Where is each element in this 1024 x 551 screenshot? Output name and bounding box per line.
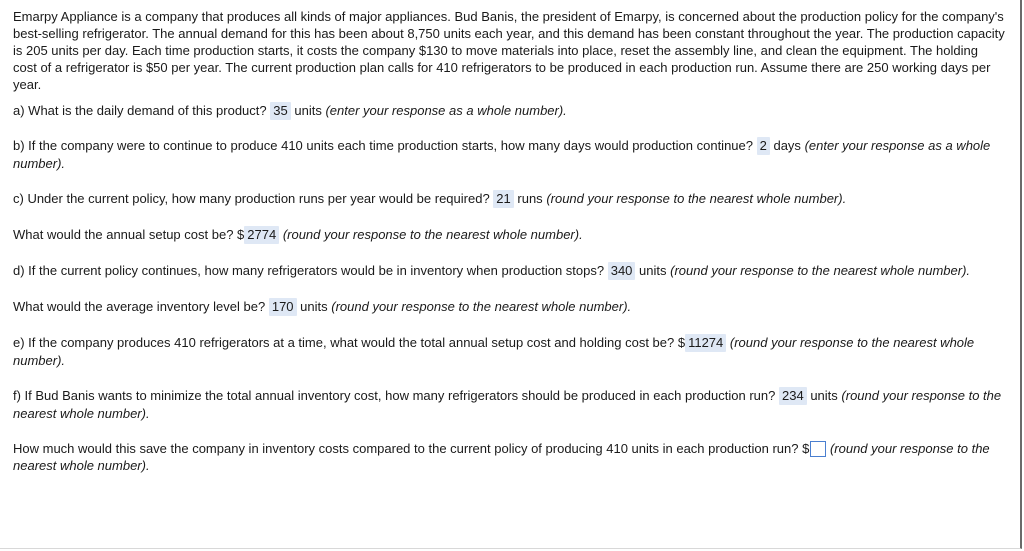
answer-b-field[interactable]: 2 (757, 137, 770, 155)
question-a-unit: units (294, 103, 322, 118)
question-d-unit: units (639, 263, 667, 278)
question-e-text: e) If the company produces 410 refrigerators at a time, what would the total annual setup cost and holding cost be? $ (13, 335, 686, 350)
savings-input[interactable] (810, 441, 826, 457)
question-avg-text: What would the average inventory level be? (13, 299, 266, 314)
question-b (13, 137, 1005, 172)
question-content (13, 8, 1005, 474)
question-d-text: d) If the current policy continues, how many refrigerators would be in inventory when production stops? (13, 263, 605, 278)
question-f-text: f) If Bud Banis wants to minimize the total annual inventory cost, how many refrigerators should be produced in each production run? (13, 388, 776, 403)
answer-c-field[interactable]: 21 (493, 190, 513, 208)
question-e-hint: (round your response to the nearest whole number). (13, 335, 975, 368)
question-b-text: b) If the company were to continue to produce 410 units each time production starts, how many days would production continue? (13, 138, 753, 153)
answer-f-field[interactable]: 234 (779, 387, 807, 405)
answer-setup-field[interactable]: 2774 (244, 226, 279, 244)
question-f-unit: units (810, 388, 838, 403)
question-avg-hint: (round your response to the nearest whole number). (331, 299, 632, 314)
question-save-hint: (round your response to the nearest whole number). (13, 441, 990, 473)
question-c-text: c) Under the current policy, how many production runs per year would be required? (13, 191, 490, 206)
answer-a-field[interactable]: 35 (270, 102, 290, 120)
question-b-hint: (enter your response as a whole number). (13, 138, 991, 171)
question-savings (13, 440, 1005, 474)
answer-e-field[interactable]: 11274 (685, 334, 726, 352)
question-f-hint: (round your response to the nearest whole number). (13, 388, 1002, 421)
question-e (13, 334, 1005, 369)
question-save-text: How much would this save the company in inventory costs compared to the current policy of producing 410 units in each production run? $ (13, 441, 810, 456)
question-a-hint: (enter your response as a whole number). (325, 103, 567, 118)
question-setup-cost (13, 226, 1005, 244)
question-setup-hint: (round your response to the nearest whole number). (282, 227, 583, 242)
answer-d-field[interactable]: 340 (608, 262, 636, 280)
question-avg-unit: units (300, 299, 328, 314)
answer-avg-field[interactable]: 170 (269, 298, 297, 316)
question-a-text: a) What is the daily demand of this product? (13, 103, 267, 118)
problem-statement: Emarpy Appliance is a company that produces all kinds of major appliances. Bud Banis, the president of Emarpy, is concerned about the production policy for the company's best-selling refrigerator. The annual demand for this has been about 8,750 units each year, and this demand has been constant throughout the year. The production capacity is 205 units per day. Each time production starts, it costs the company $130 to move materials into place, reset the assembly line, and clean the equipment. The holding cost of a refrigerator is $50 per year. The current production plan calls for 410 refrigerators to be produced in each production run. Assume there are 250 working days per year. (13, 9, 1005, 92)
question-f (13, 387, 1005, 422)
question-average-inventory (13, 298, 1005, 316)
question-d-hint: (round your response to the nearest whole number). (670, 263, 971, 278)
question-c-unit: runs (517, 191, 543, 206)
question-c (13, 190, 1005, 208)
question-b-unit: days (773, 138, 801, 153)
question-a (13, 102, 1005, 120)
question-d (13, 262, 1005, 280)
question-setup-text: What would the annual setup cost be? $ (13, 227, 245, 242)
question-c-hint: (round your response to the nearest whole number). (546, 191, 847, 206)
